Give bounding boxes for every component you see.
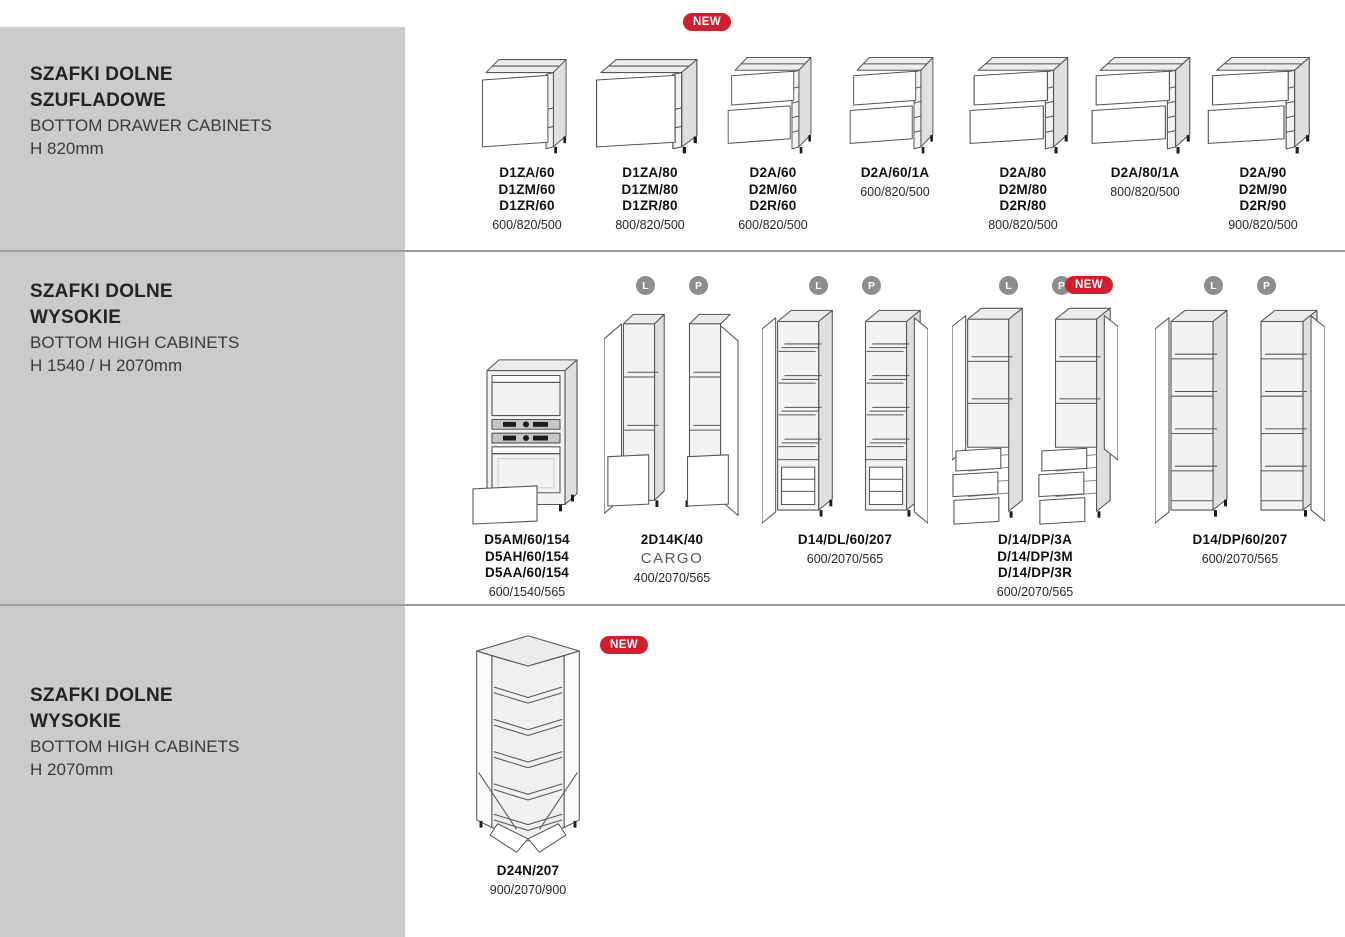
product-dimensions: 800/820/500 <box>1110 184 1180 199</box>
product-d1z-60 <box>466 42 588 233</box>
product-caption <box>615 165 685 233</box>
product-caption <box>484 532 570 600</box>
section-title-en: BOTTOM HIGH CABINETS <box>30 333 240 352</box>
product-dimensions: 600/820/500 <box>738 217 808 232</box>
section-height-note: H 1540 / H 2070mm <box>30 356 183 375</box>
product-caption <box>1110 165 1180 200</box>
product-code: D2R/80 <box>999 198 1047 213</box>
left-version-badge: L <box>809 276 828 295</box>
product-code: D2R/60 <box>749 198 797 213</box>
cabinet-drawing-shelf-drawer-pair <box>945 301 1125 525</box>
product-code: D2M/60 <box>748 181 798 197</box>
version-badges <box>597 276 747 296</box>
product-d2-60 <box>712 42 834 233</box>
product-caption <box>1193 532 1288 567</box>
product-dimensions: 800/820/500 <box>988 217 1058 232</box>
product-code: D1ZA/80 <box>622 165 678 180</box>
right-version-badge: P <box>1257 276 1276 295</box>
cabinet-drawing-two-drawer-60 <box>712 42 834 158</box>
product-d1z-80 <box>589 42 711 233</box>
product-dimensions: 400/2070/565 <box>633 570 711 585</box>
product-code: D1ZM/80 <box>621 181 679 197</box>
version-badges <box>1150 276 1330 296</box>
product-caption <box>490 863 566 898</box>
product-dimensions: 600/1540/565 <box>488 584 566 599</box>
product-code: D2A/80 <box>999 165 1047 180</box>
section-title-en: BOTTOM HIGH CABINETS <box>30 737 240 756</box>
cabinet-drawing-cargo-pair <box>597 301 747 525</box>
section-title-pl-2: WYSOKIE <box>30 711 122 732</box>
cabinet-drawing-larder-pair <box>755 301 935 525</box>
sidebar-panel <box>0 27 405 937</box>
product-caption <box>1228 165 1298 233</box>
cabinet-drawing-two-drawer-80 <box>1084 42 1206 158</box>
cabinet-drawing-one-drawer-80 <box>589 42 711 158</box>
left-version-badge: L <box>999 276 1018 295</box>
section-title-pl-2: WYSOKIE <box>30 307 122 328</box>
section-divider <box>0 250 1345 252</box>
section-header-bottom-drawer <box>30 62 272 160</box>
product-d2-80-1a <box>1084 42 1206 200</box>
new-badge: NEW <box>600 636 648 654</box>
product-code: D14/DL/60/207 <box>797 532 893 547</box>
product-code: D2A/80/1A <box>1110 165 1180 180</box>
product-cargo <box>597 276 747 586</box>
cabinet-drawing-oven-tower <box>457 301 597 525</box>
product-code: D2A/90 <box>1239 165 1287 180</box>
product-code: D2M/80 <box>998 181 1048 197</box>
product-code: D1ZA/60 <box>499 165 555 180</box>
section-title-pl: SZAFKI DOLNE <box>30 685 173 706</box>
product-code: D2A/60/1A <box>860 165 930 180</box>
left-version-badge: L <box>1204 276 1223 295</box>
right-version-badge: P <box>689 276 708 295</box>
product-code: D5AM/60/154 <box>484 532 570 547</box>
product-dimensions: 900/820/500 <box>1228 217 1298 232</box>
section-height-note: H 820mm <box>30 139 104 158</box>
product-code: D2R/90 <box>1239 198 1287 213</box>
cabinet-drawing-shelf-pair <box>1150 301 1330 525</box>
product-caption <box>738 165 808 233</box>
product-code: D1ZM/60 <box>498 181 556 197</box>
product-d24n-corner <box>448 630 608 898</box>
badge-spacer <box>457 276 597 296</box>
product-code: D5AA/60/154 <box>485 565 569 580</box>
version-badges <box>755 276 935 296</box>
section-title-pl: SZAFKI DOLNE <box>30 64 173 85</box>
product-d14-dp3 <box>945 276 1125 600</box>
product-caption <box>798 532 892 567</box>
left-version-badge: L <box>636 276 655 295</box>
cabinet-drawing-one-drawer-60 <box>466 42 588 158</box>
product-caption <box>634 532 710 586</box>
product-dimensions: 600/820/500 <box>860 184 930 199</box>
product-code: D/14/DP/3A <box>997 532 1073 547</box>
cabinet-drawing-two-drawer-90 <box>1202 42 1324 158</box>
product-d2-80 <box>962 42 1084 233</box>
product-d2-90 <box>1202 42 1324 233</box>
section-header-bottom-high <box>30 279 239 377</box>
section-height-note: H 2070mm <box>30 760 114 779</box>
product-caption <box>860 165 930 200</box>
product-code: D5AH/60/154 <box>485 548 569 564</box>
product-code: D24N/207 <box>496 863 560 878</box>
product-code: D1ZR/60 <box>499 198 555 213</box>
product-code: D/14/DP/3M <box>997 548 1073 564</box>
product-caption <box>988 165 1058 233</box>
section-title-pl: SZAFKI DOLNE <box>30 281 173 302</box>
cabinet-drawing-corner-tall <box>448 630 608 856</box>
product-code: 2D14K/40 <box>640 532 704 547</box>
section-divider <box>0 604 1345 606</box>
right-version-badge: P <box>1052 276 1071 295</box>
version-badges <box>945 276 1125 296</box>
product-dimensions: 600/820/500 <box>492 217 562 232</box>
cabinet-drawing-two-drawer-60 <box>834 42 956 158</box>
product-code: D2A/60 <box>749 165 797 180</box>
product-dimensions: 800/820/500 <box>615 217 685 232</box>
section-title-pl-2: SZUFLADOWE <box>30 90 167 111</box>
product-caption <box>997 532 1073 600</box>
product-dimensions: 600/2070/565 <box>806 551 884 566</box>
product-d14-dl <box>755 276 935 567</box>
product-dimensions: 600/2070/565 <box>1201 551 1279 566</box>
section-header-bottom-high-corner <box>30 683 239 781</box>
product-d2-60-1a <box>834 42 956 200</box>
product-code: D14/DP/60/207 <box>1192 532 1288 547</box>
product-dimensions: 900/2070/900 <box>489 882 567 897</box>
product-variant-note: CARGO <box>640 549 704 567</box>
cabinet-drawing-two-drawer-80 <box>962 42 1084 158</box>
product-d14-dp <box>1150 276 1330 567</box>
product-caption <box>492 165 562 233</box>
product-d5a-oven-tower <box>457 276 597 600</box>
section-title-en: BOTTOM DRAWER CABINETS <box>30 116 272 135</box>
product-dimensions: 600/2070/565 <box>996 584 1074 599</box>
right-version-badge: P <box>862 276 881 295</box>
product-code: D2M/90 <box>1238 181 1288 197</box>
new-badge: NEW <box>683 13 731 31</box>
product-code: D/14/DP/3R <box>997 565 1073 580</box>
new-badge: NEW <box>1065 276 1113 294</box>
product-code: D1ZR/80 <box>622 198 678 213</box>
